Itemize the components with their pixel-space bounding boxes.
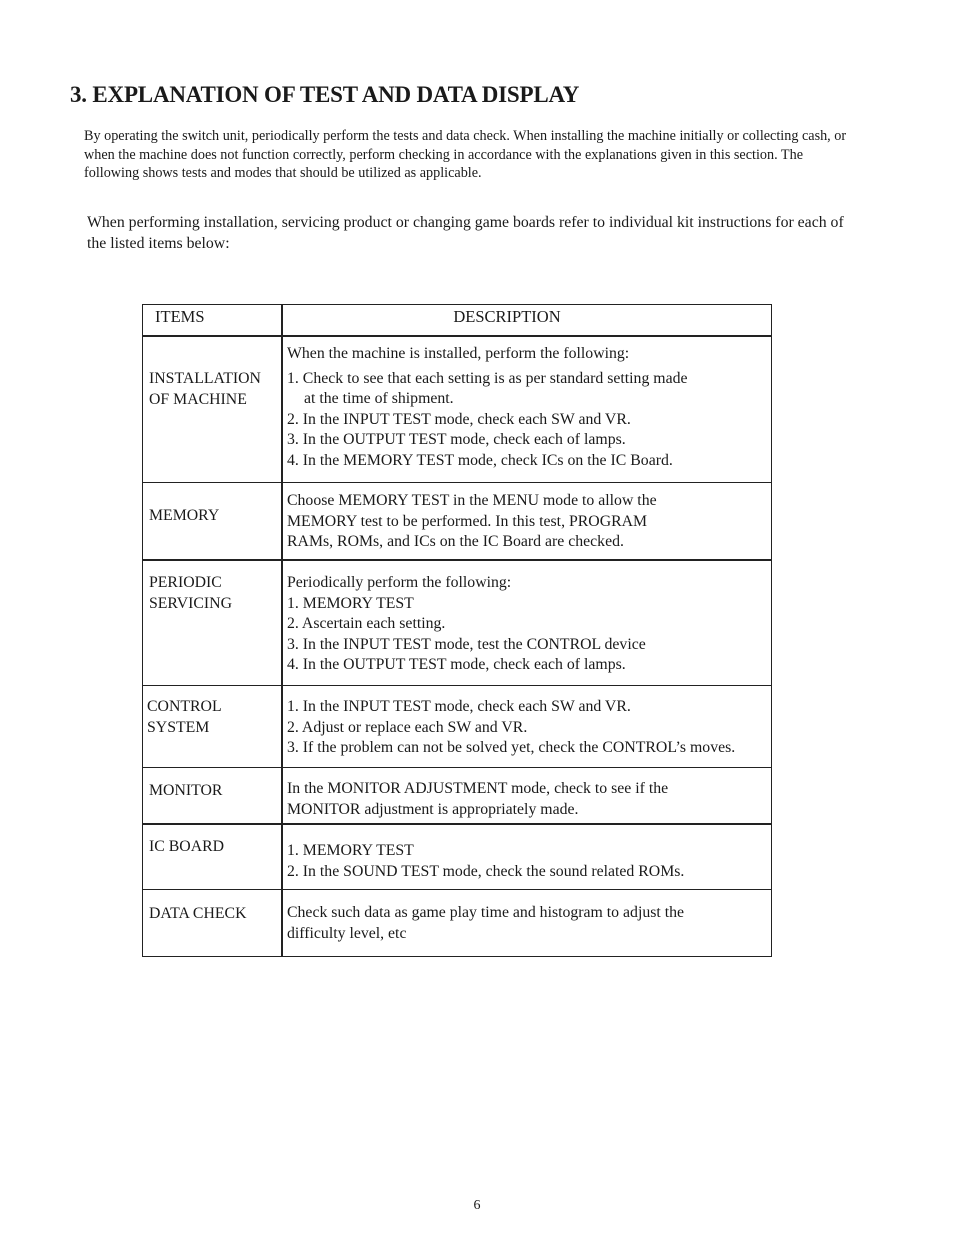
- item-line: IC BOARD: [149, 838, 225, 855]
- row-memory-item: [149, 506, 219, 527]
- description-line: 1. MEMORY TEST: [287, 594, 414, 612]
- row-icboard-description: [287, 841, 684, 882]
- description-line: at the time of shipment.: [304, 390, 454, 408]
- description-line: RAMs, ROMs, and ICs on the IC Board are checked.: [287, 533, 624, 551]
- row-datacheck-description: [287, 903, 684, 944]
- row-control-description: [287, 697, 735, 759]
- row-periodic-description: [287, 573, 646, 676]
- description-line: 3. In the INPUT TEST mode, test the CONTROL device: [287, 635, 646, 653]
- section-heading: 3. EXPLANATION OF TEST AND DATA DISPLAY: [70, 82, 580, 107]
- column-divider: [281, 305, 283, 956]
- description-line: 3. If the problem can not be solved yet, check the CONTROL’s moves.: [287, 739, 736, 757]
- row-periodic-item: [149, 573, 232, 614]
- description-line: 2. Adjust or replace each SW and VR.: [287, 718, 528, 736]
- description-line: Choose MEMORY TEST in the MENU mode to allow the: [287, 492, 657, 509]
- row-datacheck-item: [149, 904, 246, 925]
- description-line: When the machine is installed, perform the following:: [287, 345, 630, 362]
- row-control-item: [147, 697, 222, 738]
- row-installation-description: [287, 344, 688, 472]
- description-line: 2. In the INPUT TEST mode, check each SW and VR.: [287, 410, 631, 428]
- item-line: SERVICING: [149, 594, 232, 612]
- description-line: MONITOR adjustment is appropriately made.: [287, 800, 579, 818]
- page-number: 6: [473, 1198, 481, 1213]
- row-icboard-item: [149, 837, 224, 858]
- item-line: MONITOR: [149, 782, 223, 799]
- row-divider: [143, 767, 771, 768]
- description-line: Periodically perform the following:: [287, 574, 512, 591]
- item-line: PERIODIC: [149, 574, 222, 591]
- item-line: SYSTEM: [147, 718, 210, 736]
- item-line: INSTALLATION: [149, 370, 261, 387]
- description-line: 4. In the MEMORY TEST mode, check ICs on the IC Board.: [287, 451, 673, 469]
- description-line: 2. In the SOUND TEST mode, check the sound related ROMs.: [287, 862, 685, 880]
- description-line: 4. In the OUTPUT TEST mode, check each of lamps.: [287, 656, 626, 674]
- intro-paragraph: By operating the switch unit, periodically perform the tests and data check. When installing the machine initially or collecting cash, or when the machine does not function correctly, perform checking in accordance with the explanations given in this section. The following shows tests and modes that should be utilized as applicable.: [84, 128, 847, 181]
- description-line: In the MONITOR ADJUSTMENT mode, check to see if the: [287, 780, 669, 797]
- description-line: 1. Check to see that each setting is as per standard setting made: [287, 369, 688, 387]
- description-line: 1. In the INPUT TEST mode, check each SW and VR.: [287, 698, 631, 715]
- row-memory-description: [287, 491, 657, 553]
- row-monitor-item: [149, 781, 222, 802]
- kit-instructions-note: When performing installation, servicing product or changing game boards refer to individual kit instructions for each of the listed items below:: [87, 214, 844, 252]
- header-description: DESCRIPTION: [453, 307, 561, 326]
- item-line: DATA CHECK: [149, 905, 247, 922]
- row-divider: [143, 823, 771, 825]
- item-line: CONTROL: [147, 698, 222, 715]
- test-items-table: [142, 304, 772, 957]
- description-line: 1. MEMORY TEST: [287, 842, 414, 859]
- description-line: Check such data as game play time and histogram to adjust the: [287, 904, 685, 921]
- description-line: 3. In the OUTPUT TEST mode, check each of lamps.: [287, 431, 626, 449]
- description-line: 2. Ascertain each setting.: [287, 615, 446, 633]
- description-line: difficulty level, etc: [287, 924, 407, 942]
- row-divider: [143, 685, 771, 686]
- item-line: MEMORY: [149, 507, 220, 524]
- item-line: OF MACHINE: [149, 390, 247, 408]
- row-divider: [143, 559, 771, 561]
- row-divider: [143, 482, 771, 483]
- row-monitor-description: [287, 779, 668, 820]
- header-items: ITEMS: [155, 307, 205, 326]
- row-divider: [143, 889, 771, 890]
- description-line: MEMORY test to be performed. In this test, PROGRAM: [287, 512, 648, 530]
- row-installation-item: [149, 369, 261, 410]
- header-divider: [143, 335, 771, 337]
